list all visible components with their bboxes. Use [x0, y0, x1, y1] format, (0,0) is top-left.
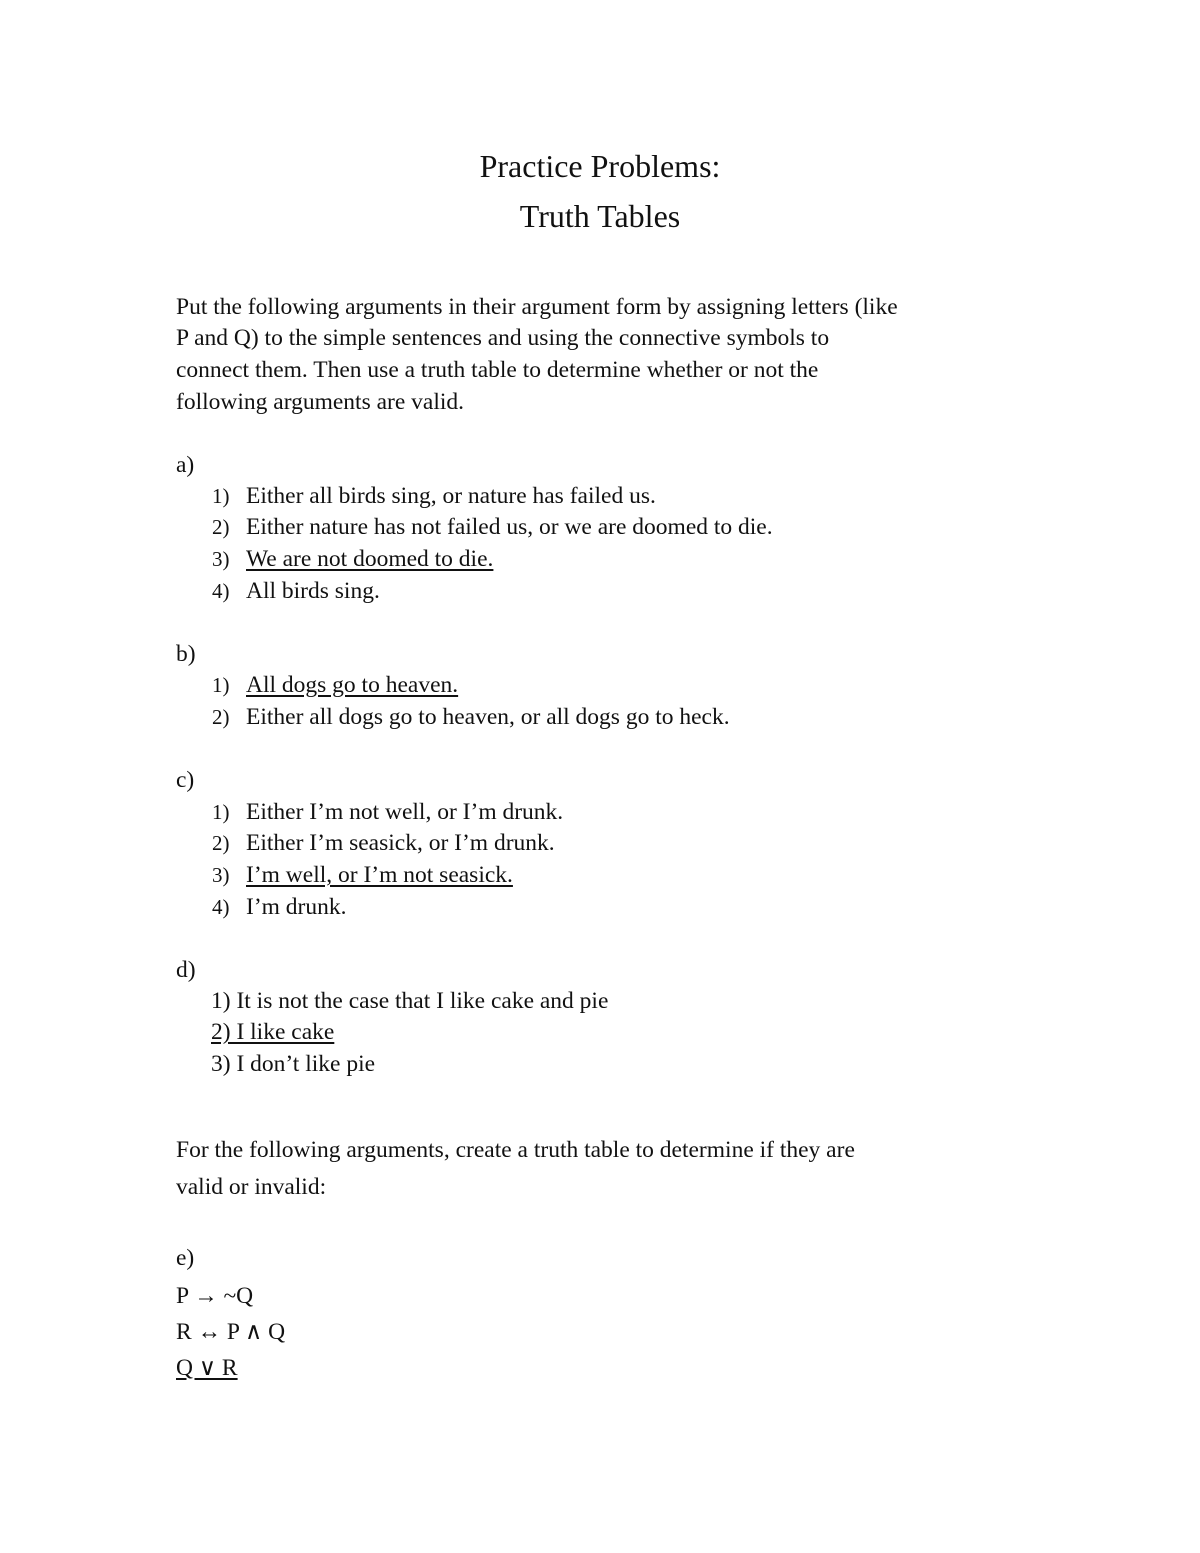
- problem-c-item-text: Either I’m not well, or I’m drunk.: [246, 799, 564, 825]
- problem-d-conclusion: 3) I don’t like pie: [211, 1051, 376, 1077]
- problem-a-item-text: Either nature has not failed us, or we are doomed to die.: [246, 514, 773, 540]
- problem-a-item-number: 3): [212, 547, 230, 571]
- problem-c-item-text: I’m well, or I’m not seasick.: [246, 862, 513, 888]
- instructions2-line: valid or invalid:: [176, 1174, 327, 1200]
- problem-b-item-number: 2): [212, 705, 230, 729]
- problem-b-label: b): [176, 641, 196, 667]
- problem-b-item-number: 1): [212, 673, 230, 697]
- problem-e-premise: R ↔ P ∧ Q: [176, 1319, 286, 1345]
- problem-c-item-number: 4): [212, 895, 230, 919]
- problem-c-item-text: Either I’m seasick, or I’m drunk.: [246, 830, 555, 856]
- problem-b-conclusion: Either all dogs go to heaven, or all dogs go to heck.: [246, 704, 730, 730]
- problem-c-item-number: 2): [212, 831, 230, 855]
- instructions-line: following arguments are valid.: [176, 389, 465, 415]
- problem-a-conclusion: All birds sing.: [246, 578, 380, 604]
- problem-e-premise: Q ∨ R: [176, 1355, 238, 1381]
- title-line-2: Truth Tables: [519, 198, 681, 234]
- instructions-line: P and Q) to the simple sentences and using the connective symbols to: [176, 325, 830, 351]
- problem-e-premise: P → ~Q: [176, 1283, 254, 1309]
- problem-b-item-text: All dogs go to heaven.: [246, 672, 459, 698]
- problem-a-item-text: We are not doomed to die.: [246, 546, 494, 572]
- problem-c-conclusion: I’m drunk.: [246, 894, 347, 920]
- instructions2-line: For the following arguments, create a truth table to determine if they are: [176, 1137, 855, 1163]
- problem-a-item-number: 4): [212, 579, 230, 603]
- problem-d-label: d): [176, 957, 196, 983]
- problem-d-item: 1) It is not the case that I like cake and pie: [211, 988, 609, 1014]
- problem-a-item-number: 2): [212, 515, 230, 539]
- instructions-line: connect them. Then use a truth table to determine whether or not the: [176, 357, 819, 383]
- problem-d-item: 2) I like cake: [211, 1019, 335, 1045]
- instructions-line: Put the following arguments in their argument form by assigning letters (like: [176, 294, 898, 320]
- problem-a-item-text: Either all birds sing, or nature has failed us.: [246, 483, 656, 509]
- problem-a-label: a): [176, 452, 195, 478]
- problem-e-label: e): [176, 1245, 195, 1271]
- problem-c-item-number: 3): [212, 863, 230, 887]
- problem-a-item-number: 1): [212, 484, 230, 508]
- title-line-1: Practice Problems:: [479, 148, 721, 184]
- problem-c-item-number: 1): [212, 800, 230, 824]
- problem-c-label: c): [176, 767, 195, 793]
